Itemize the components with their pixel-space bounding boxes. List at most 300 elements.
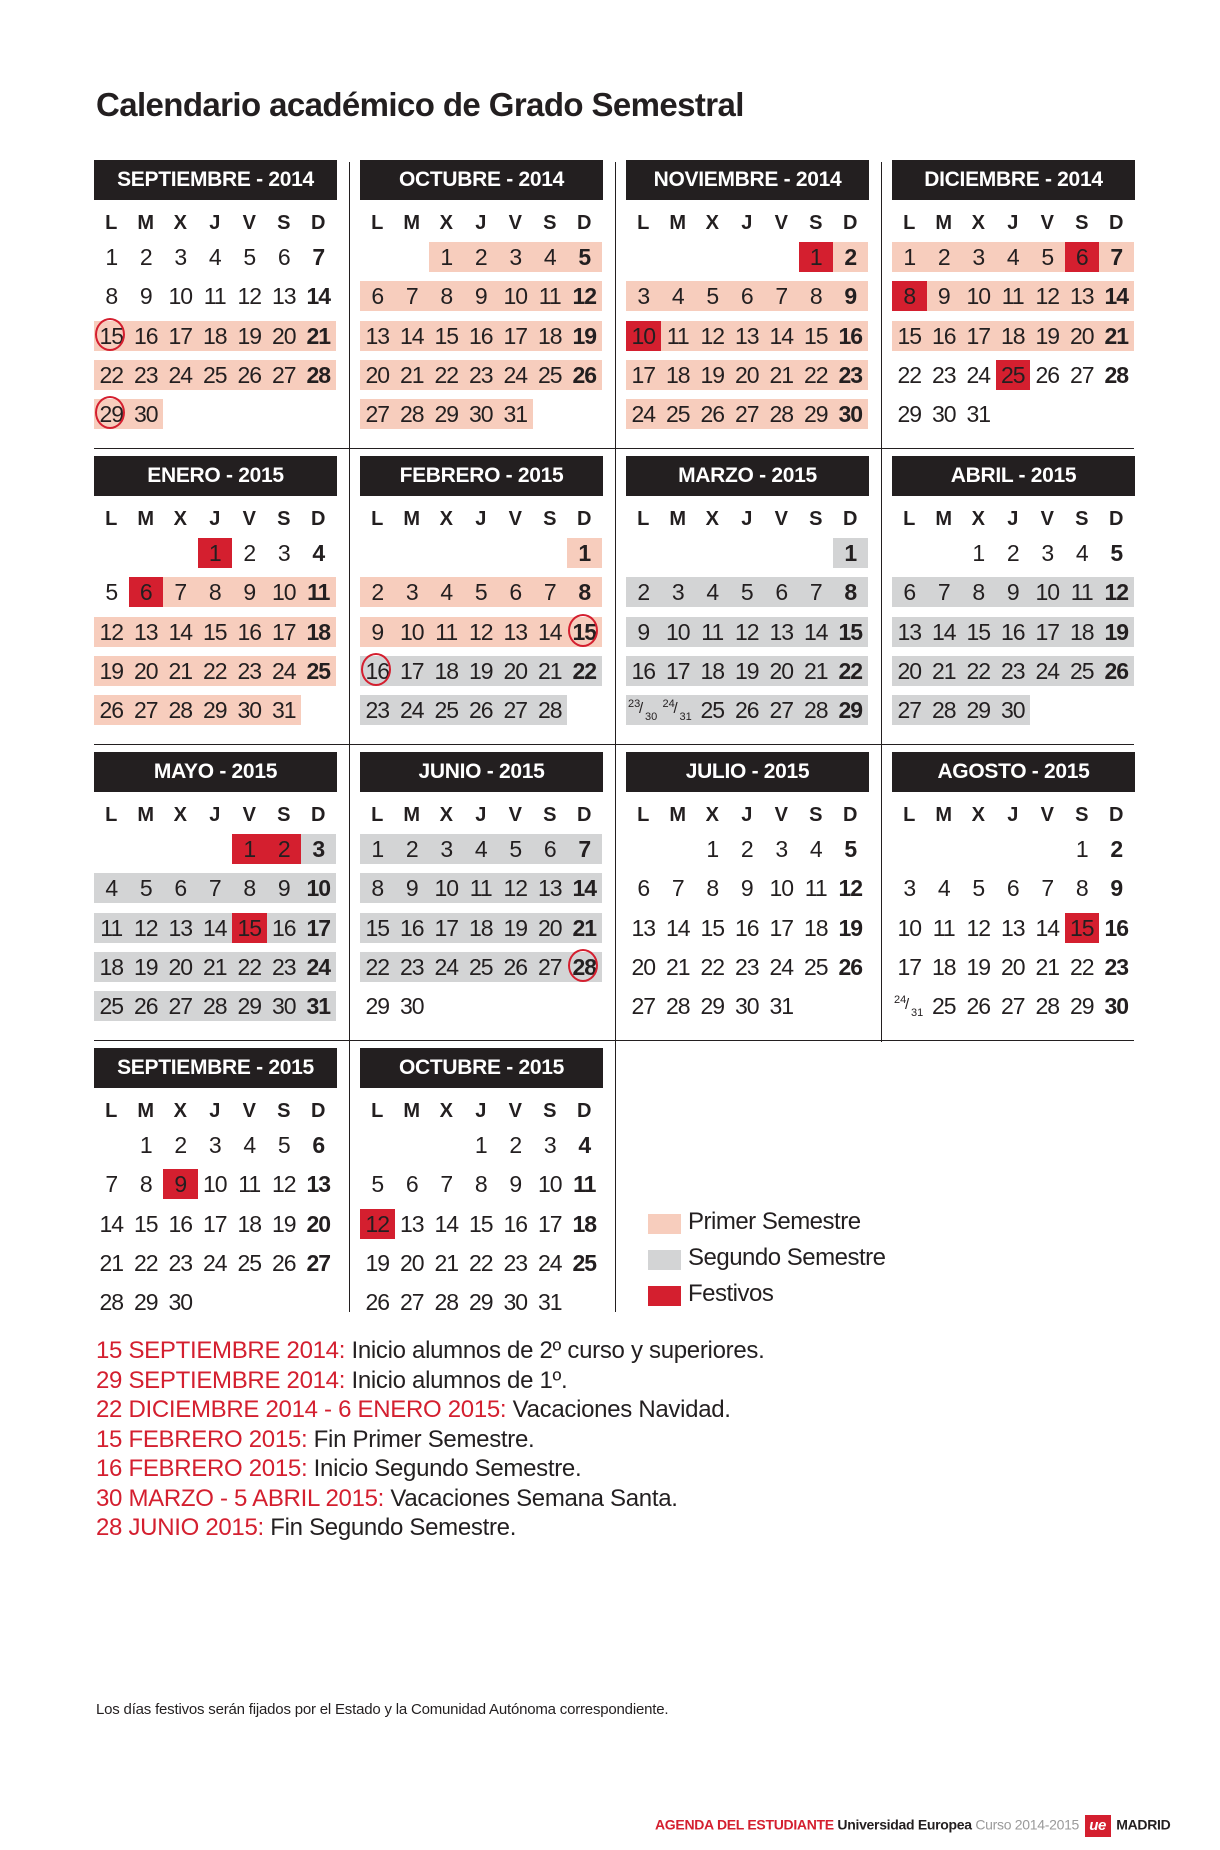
day-cell: 8 xyxy=(429,281,464,311)
legend-label: Festivos xyxy=(688,1280,774,1307)
calendar-grid xyxy=(94,160,1134,1316)
day-cell: 23 xyxy=(232,656,267,686)
day-cell: 2 xyxy=(1006,540,1019,566)
day-cell: 20 xyxy=(764,656,799,686)
day-cell: 17 xyxy=(769,914,794,941)
day-cell: 19 xyxy=(365,1249,390,1276)
day-cell: 5 xyxy=(1030,242,1065,272)
day-cell: 20 xyxy=(267,321,302,351)
day-cell: 15 xyxy=(892,321,927,351)
key-dates-list xyxy=(96,1336,764,1543)
month-calendar xyxy=(360,1048,603,1316)
day-cell: 8 xyxy=(892,281,927,311)
day-cell: 30 xyxy=(734,993,759,1020)
day-cell: 4 xyxy=(533,242,568,272)
day-cell: 17 xyxy=(537,1210,562,1237)
day-cell: 21 xyxy=(567,913,602,943)
day-cell: 20 xyxy=(129,656,164,686)
day-cell: 3 xyxy=(429,834,464,864)
day-cell: 12 xyxy=(730,617,765,647)
day-cell: 22 xyxy=(468,1249,493,1276)
day-cell: 4 xyxy=(937,875,950,902)
day-cell: 15 xyxy=(961,617,996,647)
day-cell: 12 xyxy=(464,617,499,647)
day-cell: 31 xyxy=(537,1289,562,1316)
day-cell: 26 xyxy=(966,993,991,1020)
day-cell: 4 xyxy=(695,577,730,607)
weekday-header: D xyxy=(1109,212,1124,234)
day-cell: 25 xyxy=(931,993,956,1020)
day-cell: 18 xyxy=(931,953,956,980)
key-date-description: Vacaciones Navidad. xyxy=(506,1396,731,1423)
day-cell: 26 xyxy=(232,360,267,390)
month-calendar xyxy=(94,456,337,724)
day-cell: 1 xyxy=(360,834,395,864)
weekday-header: J xyxy=(1007,212,1019,234)
day-cell: 12 xyxy=(129,913,164,943)
weekday-header: J xyxy=(209,508,221,530)
day-cell: 23 xyxy=(1104,953,1129,980)
day-cell: 16 xyxy=(833,321,868,351)
month-title: MAYO - 2015 xyxy=(94,752,337,792)
weekday-header: X xyxy=(439,212,453,234)
day-cell: 12 xyxy=(1030,281,1065,311)
day-cell: 6 xyxy=(312,1132,325,1158)
day-cell: 7 xyxy=(533,577,568,607)
month-calendar xyxy=(892,456,1135,724)
weekday-header: J xyxy=(741,804,753,826)
day-cell: 1 xyxy=(429,242,464,272)
weekday-header: X xyxy=(439,508,453,530)
day-cell: 21 xyxy=(395,360,430,390)
day-cell: 8 xyxy=(139,1171,152,1198)
weekday-header: X xyxy=(705,212,719,234)
page-title: Calendario académico de Grado Semestral xyxy=(96,86,744,123)
day-cell: 22 xyxy=(429,360,464,390)
weekday-header: V xyxy=(508,508,522,530)
day-cell: 9 xyxy=(163,1169,198,1199)
day-cell: 8 xyxy=(105,283,118,310)
day-cell: 3 xyxy=(775,836,788,862)
day-cell: 9 xyxy=(395,873,430,903)
day-cell: 25 xyxy=(533,360,568,390)
day-cell: 27 xyxy=(892,695,927,725)
day-cell: 15 xyxy=(133,1210,158,1237)
day-cell: 18 xyxy=(996,321,1031,351)
day-cell: 18 xyxy=(533,321,568,351)
day-cell: 2 xyxy=(174,1132,187,1158)
day-cell: 28 xyxy=(163,695,198,725)
weekday-header: S xyxy=(277,508,291,530)
day-cell: 13 xyxy=(306,1171,331,1198)
day-cell: 1 xyxy=(474,1132,487,1158)
weekday-header: M xyxy=(669,508,687,530)
day-cell: 26 xyxy=(271,1249,296,1276)
row-divider xyxy=(94,1040,1134,1041)
day-cell: 1 xyxy=(198,538,233,568)
day-cell: 14 xyxy=(163,617,198,647)
weekday-header: V xyxy=(508,804,522,826)
day-cell: 23 xyxy=(734,953,759,980)
day-cell: 19 xyxy=(838,914,863,941)
day-cell: 20 xyxy=(163,952,198,982)
day-cell: 8 xyxy=(474,1171,487,1198)
day-cell: 7 xyxy=(105,1171,118,1198)
day-cell: 17 xyxy=(395,656,430,686)
day-cell: 3 xyxy=(498,242,533,272)
day-cell: 1 xyxy=(833,538,868,568)
day-cell: 4 xyxy=(429,577,464,607)
month-title: OCTUBRE - 2014 xyxy=(360,160,603,200)
day-cell: 10 xyxy=(395,617,430,647)
weekday-header: X xyxy=(705,508,719,530)
day-cell: 14 xyxy=(306,283,331,310)
weekday-header: S xyxy=(277,804,291,826)
weekday-header: S xyxy=(809,804,823,826)
day-cell: 2 xyxy=(927,242,962,272)
day-cell: 18 xyxy=(1065,617,1100,647)
weekday-header: M xyxy=(137,804,155,826)
day-cell: 11 xyxy=(573,1171,596,1198)
key-date-description: Vacaciones Semana Santa. xyxy=(384,1484,678,1512)
day-cell: 16 xyxy=(503,1210,528,1237)
day-cell: 4 xyxy=(578,1132,591,1158)
weekday-header: L xyxy=(371,508,384,530)
day-cell: 9 xyxy=(464,281,499,311)
day-cell: 23 xyxy=(395,952,430,982)
day-cell: 26 xyxy=(464,695,499,725)
weekday-header: J xyxy=(741,212,753,234)
day-cell: 22 xyxy=(833,656,868,686)
day-cell: 13 xyxy=(533,873,568,903)
day-cell: 7 xyxy=(927,577,962,607)
day-cell: 15 xyxy=(360,913,395,943)
day-cell: 15 xyxy=(94,321,129,351)
day-cell: 2 xyxy=(740,836,753,862)
day-cell: 10 xyxy=(429,873,464,903)
day-cell: 2 xyxy=(243,540,256,566)
day-cell: 29 xyxy=(799,399,834,429)
weekday-header: S xyxy=(277,212,291,234)
day-cell: 1 xyxy=(972,540,985,566)
weekday-header: L xyxy=(371,212,384,234)
month-calendar xyxy=(94,1048,337,1316)
weekday-header: M xyxy=(669,212,687,234)
day-cell: 8 xyxy=(1075,875,1088,902)
day-cell: 5 xyxy=(371,1171,384,1198)
day-cell: 17 xyxy=(961,321,996,351)
day-cell: 8 xyxy=(360,873,395,903)
day-cell: 21 xyxy=(301,321,336,351)
weekday-header: S xyxy=(543,804,557,826)
day-cell: 16 xyxy=(464,321,499,351)
day-cell: 13 xyxy=(129,617,164,647)
day-cell: 25 xyxy=(661,399,696,429)
weekday-header: X xyxy=(971,212,985,234)
day-cell: 30 xyxy=(931,401,956,428)
day-cell: 27 xyxy=(730,399,765,429)
day-cell: 8 xyxy=(833,577,868,607)
weekday-header: M xyxy=(669,804,687,826)
day-cell: 27 xyxy=(1000,993,1025,1020)
day-cell: 14 xyxy=(567,873,602,903)
day-cell: 22 xyxy=(567,656,602,686)
month-calendar xyxy=(626,160,869,428)
day-cell: 21 xyxy=(99,1249,124,1276)
day-cell: 26 xyxy=(1099,656,1134,686)
day-cell: 2 xyxy=(626,577,661,607)
day-cell: 16 xyxy=(626,656,661,686)
day-cell: 11 xyxy=(996,281,1031,311)
day-cell: 20 xyxy=(533,913,568,943)
weekday-header: L xyxy=(371,804,384,826)
day-cell: 7 xyxy=(1041,875,1054,902)
legend-label: Primer Semestre xyxy=(688,1208,861,1235)
key-date-description: Inicio alumnos de 2º curso y superiores. xyxy=(345,1337,765,1364)
weekday-header: D xyxy=(577,212,592,234)
day-cell: 18 xyxy=(695,656,730,686)
month-calendar xyxy=(626,752,869,1020)
split-day-cell: 24 / 31 xyxy=(661,695,696,725)
day-cell: 22 xyxy=(799,360,834,390)
day-cell: 29 xyxy=(429,399,464,429)
day-cell: 22 xyxy=(897,361,922,388)
day-cell: 17 xyxy=(1030,617,1065,647)
day-cell: 6 xyxy=(764,577,799,607)
day-cell: 29 xyxy=(232,991,267,1021)
day-cell: 29 xyxy=(833,695,868,725)
day-cell: 21 xyxy=(927,656,962,686)
day-cell: 6 xyxy=(1065,242,1100,272)
day-cell: 14 xyxy=(533,617,568,647)
split-day-cell: 23 / 30 xyxy=(626,695,661,725)
day-cell: 9 xyxy=(509,1171,522,1198)
weekday-header: D xyxy=(577,804,592,826)
day-cell: 25 xyxy=(301,656,336,686)
day-cell: 2 xyxy=(833,242,868,272)
day-cell: 6 xyxy=(637,875,650,902)
weekday-header: V xyxy=(508,212,522,234)
key-date: 22 DICIEMBRE 2014 - 6 ENERO 2015: xyxy=(96,1396,507,1423)
day-cell: 17 xyxy=(429,913,464,943)
weekday-header: V xyxy=(1040,212,1054,234)
month-calendar xyxy=(94,752,337,1020)
disclaimer: Los días festivos serán fijados por el Estado y la Comunidad Autónoma correspondiente. xyxy=(96,1701,669,1718)
day-cell: 28 xyxy=(927,695,962,725)
day-cell: 7 xyxy=(312,244,325,270)
day-cell: 20 xyxy=(360,360,395,390)
day-cell: 29 xyxy=(198,695,233,725)
day-cell: 21 xyxy=(1099,321,1134,351)
weekday-header: M xyxy=(137,1100,155,1122)
day-cell: 3 xyxy=(174,244,187,270)
day-cell: 23 xyxy=(464,360,499,390)
day-cell: 24 xyxy=(301,952,336,982)
day-cell: 11 xyxy=(94,913,129,943)
day-cell: 4 xyxy=(312,540,325,566)
day-cell: 19 xyxy=(498,913,533,943)
day-cell: 27 xyxy=(498,695,533,725)
day-cell: 1 xyxy=(1075,836,1088,862)
month-title: SEPTIEMBRE - 2014 xyxy=(94,160,337,200)
day-cell: 18 xyxy=(464,913,499,943)
day-cell: 8 xyxy=(567,577,602,607)
day-cell: 7 xyxy=(395,281,430,311)
day-cell: 3 xyxy=(277,540,290,566)
day-cell: 18 xyxy=(301,617,336,647)
day-cell: 22 xyxy=(94,360,129,390)
month-title: SEPTIEMBRE - 2015 xyxy=(94,1048,337,1088)
day-cell: 19 xyxy=(232,321,267,351)
day-cell: 14 xyxy=(434,1210,459,1237)
day-cell: 4 xyxy=(1075,540,1088,566)
day-cell: 27 xyxy=(533,952,568,982)
footer-agenda: AGENDA DEL ESTUDIANTE xyxy=(655,1816,834,1833)
day-cell: 19 xyxy=(695,360,730,390)
day-cell: 4 xyxy=(464,834,499,864)
day-cell: 28 xyxy=(764,399,799,429)
legend-swatch-festivos xyxy=(648,1286,681,1306)
day-cell: 9 xyxy=(996,577,1031,607)
day-cell: 10 xyxy=(897,914,922,941)
day-cell: 6 xyxy=(498,577,533,607)
key-date: 16 FEBRERO 2015: xyxy=(96,1455,308,1482)
day-cell: 20 xyxy=(306,1210,331,1237)
weekday-header: X xyxy=(439,804,453,826)
weekday-header: L xyxy=(637,508,650,530)
day-cell: 27 xyxy=(306,1249,331,1276)
weekday-header: X xyxy=(971,508,985,530)
row-divider xyxy=(94,744,1134,745)
row-divider xyxy=(94,448,1134,449)
day-cell: 12 xyxy=(838,875,863,902)
day-cell: 27 xyxy=(631,993,656,1020)
key-date: 29 SEPTIEMBRE 2014: xyxy=(96,1366,346,1394)
day-cell: 13 xyxy=(399,1210,424,1237)
day-cell: 29 xyxy=(94,399,129,429)
day-cell: 25 xyxy=(198,360,233,390)
day-cell: 6 xyxy=(277,244,290,270)
day-cell: 23 xyxy=(833,360,868,390)
day-cell: 12 xyxy=(695,321,730,351)
day-cell: 19 xyxy=(271,1210,296,1237)
day-cell: 27 xyxy=(267,360,302,390)
day-cell: 12 xyxy=(1099,577,1134,607)
day-cell: 28 xyxy=(1104,361,1129,388)
day-cell: 18 xyxy=(572,1210,597,1237)
day-cell: 30 xyxy=(833,399,868,429)
day-cell: 17 xyxy=(661,656,696,686)
day-cell: 30 xyxy=(503,1289,528,1316)
key-date-note xyxy=(96,1366,764,1396)
weekday-header: L xyxy=(637,212,650,234)
weekday-header: V xyxy=(1040,804,1054,826)
weekday-header: J xyxy=(475,804,487,826)
day-cell: 8 xyxy=(961,577,996,607)
day-cell: 25 xyxy=(572,1249,597,1276)
day-cell: 9 xyxy=(360,617,395,647)
column-divider xyxy=(615,162,616,1312)
weekday-header: S xyxy=(1075,212,1089,234)
weekday-header: D xyxy=(311,1100,326,1122)
day-cell: 17 xyxy=(163,321,198,351)
day-cell: 28 xyxy=(1035,993,1060,1020)
day-cell: 25 xyxy=(464,952,499,982)
day-cell: 16 xyxy=(1104,914,1129,941)
weekday-header: M xyxy=(137,212,155,234)
day-cell: 2 xyxy=(464,242,499,272)
key-date: 28 JUNIO 2015: xyxy=(96,1514,264,1541)
day-cell: 22 xyxy=(198,656,233,686)
day-cell: 18 xyxy=(803,914,828,941)
day-cell: 12 xyxy=(94,617,129,647)
day-cell: 24 xyxy=(163,360,198,390)
day-cell: 9 xyxy=(833,281,868,311)
day-cell: 25 xyxy=(429,695,464,725)
day-cell: 8 xyxy=(799,281,834,311)
day-cell: 7 xyxy=(440,1171,453,1198)
day-cell: 22 xyxy=(1069,953,1094,980)
weekday-header: L xyxy=(105,508,118,530)
weekday-header: X xyxy=(971,804,985,826)
day-cell: 26 xyxy=(94,695,129,725)
day-cell: 26 xyxy=(498,952,533,982)
day-cell: 2 xyxy=(1110,836,1123,862)
weekday-header: D xyxy=(843,508,858,530)
day-cell: 14 xyxy=(1035,914,1060,941)
day-cell: 17 xyxy=(202,1210,227,1237)
day-cell: 6 xyxy=(730,281,765,311)
day-cell: 11 xyxy=(238,1171,261,1198)
day-cell: 6 xyxy=(892,577,927,607)
weekday-header: J xyxy=(741,508,753,530)
day-cell: 24 xyxy=(202,1249,227,1276)
day-cell: 1 xyxy=(706,836,719,862)
month-title: JULIO - 2015 xyxy=(626,752,869,792)
weekday-header: J xyxy=(209,1100,221,1122)
day-cell: 23 xyxy=(503,1249,528,1276)
day-cell: 5 xyxy=(129,873,164,903)
month-title: ENERO - 2015 xyxy=(94,456,337,496)
day-cell: 28 xyxy=(434,1289,459,1316)
day-cell: 16 xyxy=(395,913,430,943)
day-cell: 11 xyxy=(804,875,827,902)
month-calendar xyxy=(892,752,1135,1020)
day-cell: 23 xyxy=(267,952,302,982)
day-cell: 10 xyxy=(769,875,794,902)
day-cell: 24 xyxy=(626,399,661,429)
day-cell: 15 xyxy=(700,914,725,941)
day-cell: 20 xyxy=(730,360,765,390)
day-cell: 24 xyxy=(769,953,794,980)
day-cell: 7 xyxy=(1099,242,1134,272)
day-cell: 13 xyxy=(163,913,198,943)
day-cell: 27 xyxy=(129,695,164,725)
weekday-header: V xyxy=(774,212,788,234)
day-cell: 19 xyxy=(966,953,991,980)
day-cell: 20 xyxy=(399,1249,424,1276)
day-cell: 16 xyxy=(129,321,164,351)
day-cell: 26 xyxy=(129,991,164,1021)
day-cell: 13 xyxy=(1000,914,1025,941)
day-cell: 21 xyxy=(1035,953,1060,980)
day-cell: 4 xyxy=(661,281,696,311)
day-cell: 10 xyxy=(626,321,661,351)
day-cell: 25 xyxy=(695,695,730,725)
day-cell: 12 xyxy=(498,873,533,903)
day-cell: 21 xyxy=(799,656,834,686)
day-cell: 31 xyxy=(301,991,336,1021)
